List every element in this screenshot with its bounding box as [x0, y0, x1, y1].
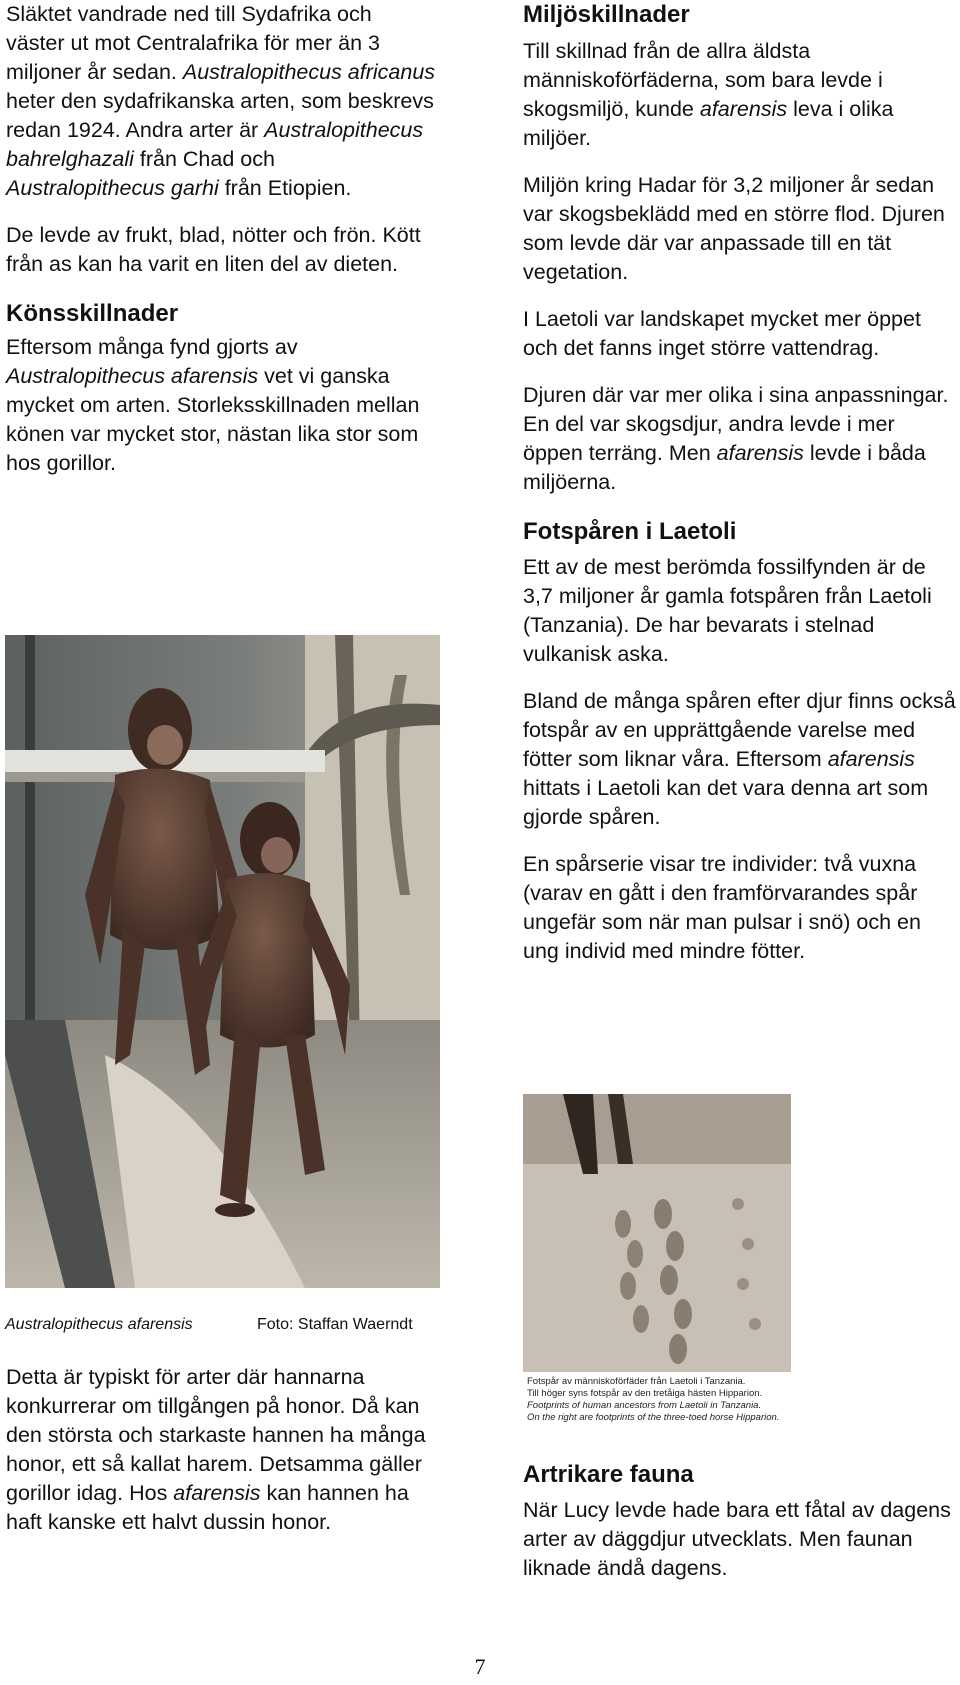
right-column: [523, 0, 960, 966]
paragraph-harem: Detta är typiskt för arter där hannarna konkurrerar om tillgången på honor. Då kan den största och starkaste hannen ha många honor, ett så kallat harem. Detsamma gäller gorillor idag. Hos afarensis kan hannen ha haft kanske ett halvt dussin honor.: [6, 1365, 426, 1534]
paragraph-hadar: Miljön kring Hadar för 3,2 miljoner år sedan var skogsbeklädd med en större flod. Djuren som levde där var anpassade till en tät vegetation.: [523, 173, 945, 284]
paragraph-environment-1: Till skillnad från de allra äldsta människoförfäderna, som bara levde i skogsmiljö, kunde afarensis leva i olika miljöer.: [523, 39, 894, 150]
right-bottom-text: [523, 1460, 960, 1583]
paragraph-footprints-1: Ett av de mest berömda fossilfynden är de 3,7 miljoner år gamla fotspåren från Laetoli (Tanzania). De har bevarats i stelnad vulkanisk aska.: [523, 555, 932, 666]
paragraph-diet: De levde av frukt, blad, nötter och frön. Kött från as kan ha varit en liten del av dieten.: [6, 223, 421, 276]
paragraph-footprints-2: Bland de många spåren efter djur finns också fotspår av en upprättgående varelse med fötter som liknar våra. Eftersom afarensis hittats i Laetoli kan det vara denna art som gjorde spåren.: [523, 689, 956, 829]
footprints-caption: [527, 1376, 827, 1424]
paragraph-adaptations: Djuren där var mer olika i sina anpassningar. En del var skogsdjur, andra levde i mer öppen terräng. Men afarensis levde i båda miljöerna.: [523, 383, 949, 494]
caption-species: Australopithecus afarensis: [5, 1316, 193, 1333]
paragraph-fauna: När Lucy levde hade bara ett fåtal av dagens arter av däggdjur utvecklats. Men faunan liknade ändå dagens.: [523, 1498, 951, 1580]
caption-line-sv-2: Till höger syns fotspår av den tretåiga hästen Hipparion.: [527, 1388, 763, 1399]
photo-caption: [5, 1315, 440, 1335]
paragraph-distribution: Släktet vandrade ned till Sydafrika och väster ut mot Centralafrika för mer än 3 miljoner år sedan. Australopithecus africanus heter den sydafrikanska arten, som beskrevs redan 1924. Andra arter är Australopithecus bahrelghazali från Chad och Australopithecus garhi från Etiopien.: [6, 2, 436, 200]
caption-line-en-1: Footprints of human ancestors from Laetoli in Tanzania.: [527, 1400, 762, 1411]
paragraph-laetoli-landscape: I Laetoli var landskapet mycket mer öppet och det fanns inget större vattendrag.: [523, 307, 921, 360]
afarensis-museum-photo: [5, 635, 440, 1288]
left-column: [6, 0, 436, 478]
paragraph-sex-differences: Eftersom många fynd gjorts av Australopithecus afarensis vet vi ganska mycket om arten. Storleksskillnaden mellan könen var mycket stor, nästan lika stor som hos gorillor.: [6, 335, 420, 475]
caption-line-sv-1: Fotspår av människoförfäder från Laetoli i Tanzania.: [527, 1376, 746, 1387]
caption-credit: Foto: Staffan Waerndt: [257, 1316, 413, 1333]
heading-footprints: Fotspåren i Laetoli: [523, 518, 737, 545]
laetoli-footprints-photo: [523, 1094, 791, 1372]
caption-line-en-2: On the right are footprints of the three-toed horse Hipparion.: [527, 1412, 780, 1423]
left-bottom-text: [6, 1363, 436, 1537]
heading-environment: Miljöskillnader: [523, 1, 690, 28]
heading-fauna: Artrikare fauna: [523, 1461, 694, 1488]
page-number: 7: [474, 1654, 486, 1679]
paragraph-footprints-3: En spårserie visar tre individer: två vuxna (varav en gått i den framförvarandes spår ungefär som när man pulsar i snö) och en ung individ med mindre fötter.: [523, 852, 921, 963]
heading-sex-differences: Könsskillnader: [6, 300, 179, 327]
